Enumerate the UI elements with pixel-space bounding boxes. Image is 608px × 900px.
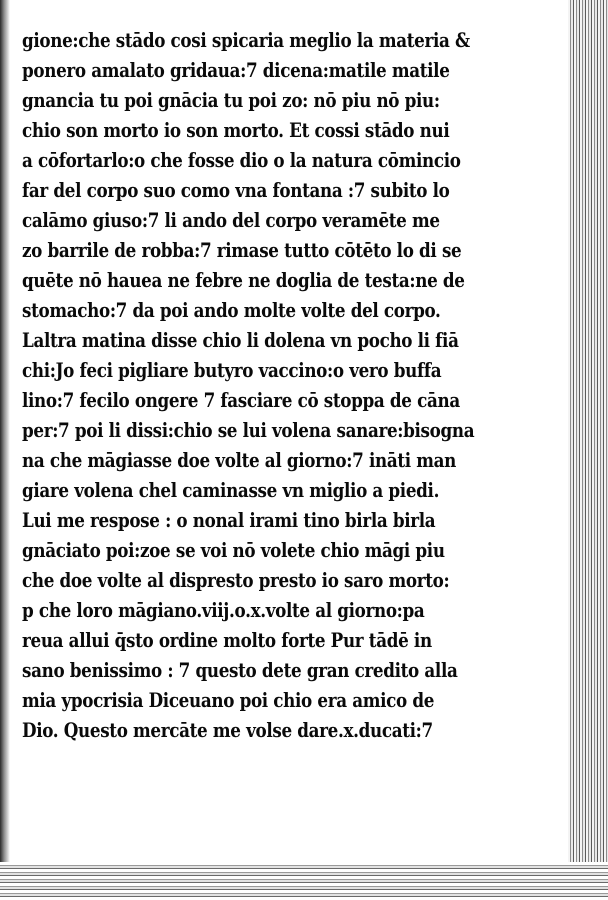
text-line: mia ypocrisia Diceuano poi chio era amico de [22, 689, 435, 712]
text-line: gnancia tu poi gnācia tu poi zo: nō piu nō piu: [22, 89, 440, 112]
text-line: quēte nō hauea ne febre ne doglia de testa:ne de [22, 269, 465, 292]
text-line: Laltra matina disse chio li dolena vn pocho li fiā [22, 329, 459, 352]
text-line: far del corpo suo como vna fontana :7 subito lo [22, 179, 450, 202]
text-line: na che māgiasse doe volte al giorno:7 ināti man [22, 449, 457, 472]
text-line: lino:7 fecilo ongere 7 fasciare cō stoppa de cāna [22, 389, 460, 412]
text-line: Lui me respose : o nonal irami tino birla birla [22, 509, 436, 532]
blackletter-text-block [22, 26, 522, 746]
text-line: ponero amalato gridaua:7 dicena:matile matile [22, 59, 450, 82]
gutter-shadow [0, 0, 10, 900]
text-line: gione:che stādo cosi spicaria meglio la materia & [22, 29, 470, 52]
text-line: reua allui q̄sto ordine molto forte Pur tādē in [22, 629, 432, 652]
text-line: a cōfortarlo:o che fosse dio o la natura cōmincio [22, 149, 461, 172]
text-line: che doe volte al dispresto presto io saro morto: [22, 569, 450, 592]
text-line: stomacho:7 da poi ando molte volte del corpo. [22, 299, 441, 322]
text-line: Dio. Questo mercāte me volse dare.x.ducati:7 [22, 719, 433, 742]
text-line: sano benissimo : 7 questo dete gran credito alla [22, 659, 458, 682]
stacked-page-edges [568, 0, 608, 900]
text-line: chi:Jo feci pigliare butyro vaccino:o vero buffa [22, 359, 442, 382]
text-line: chio son morto io son morto. Et cossi stādo nui [22, 119, 450, 142]
bottom-page-edges [0, 862, 608, 900]
text-line: per:7 poi li dissi:chio se lui volena sanare:bisogna [22, 419, 475, 442]
text-line: calāmo giuso:7 li ando del corpo veramēte me [22, 209, 440, 232]
text-line: p che loro māgiano.viij.o.x.volte al giorno:pa [22, 599, 425, 622]
text-line: gnāciato poi:zoe se voi nō volete chio māgi piu [22, 539, 445, 562]
text-line: zo barrile de robba:7 rimase tutto cōtēto lo di se [22, 239, 462, 262]
text-line: giare volena chel caminasse vn miglio a piedi. [22, 479, 440, 502]
